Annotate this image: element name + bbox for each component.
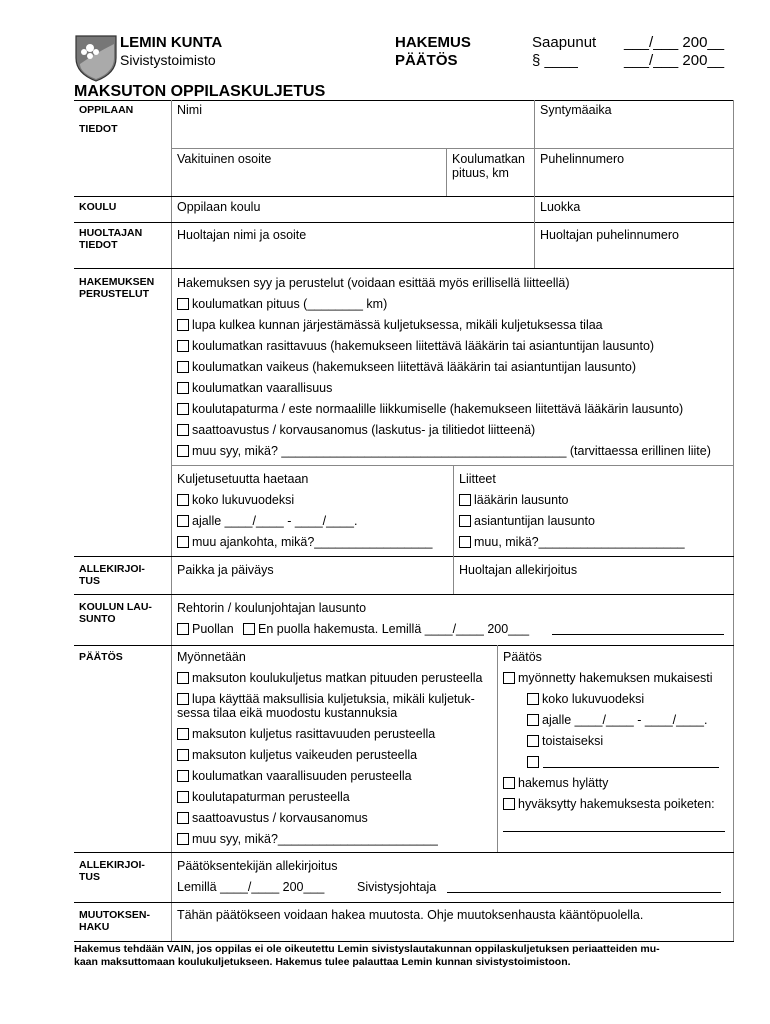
granted-heading: Myönnetään: [177, 650, 246, 664]
field-guardian-name-address[interactable]: Huoltajan nimi ja osoite: [177, 228, 307, 242]
school-statement-heading: Rehtorin / koulunjohtajan lausunto: [177, 601, 367, 615]
field-guardian-signature[interactable]: Huoltajan allekirjoitus: [459, 563, 578, 577]
section-label-guardian: HUOLTAJAN TIEDOT: [79, 227, 143, 251]
row-divider: [74, 556, 734, 557]
checkbox-granted-strain[interactable]: maksuton kuljetus rasittavuuden perusteella: [177, 727, 435, 742]
approved-other-line[interactable]: [543, 767, 719, 768]
table-right-border: [733, 100, 734, 942]
checkbox[interactable]: [177, 728, 189, 740]
row-divider: [74, 196, 734, 197]
appeal-text: Tähän päätökseen voidaan hakea muutosta. Ohje muutoksenhausta kääntöpuolella.: [177, 908, 644, 922]
checkbox[interactable]: [177, 536, 189, 548]
checkbox[interactable]: [527, 756, 539, 768]
checkbox-reason-strain[interactable]: koulumatkan rasittavuus (hakemukseen liitettävä lääkärin tai asiantuntijan lausunto): [177, 339, 654, 354]
checkbox[interactable]: [177, 298, 189, 310]
checkbox-reason-difficulty[interactable]: koulumatkan vaikeus (hakemukseen liitettävä lääkärin tai asiantuntijan lausunto): [177, 360, 636, 375]
checkbox[interactable]: [177, 791, 189, 803]
checkbox-granted-escort[interactable]: saattoavustus / korvausanomus: [177, 811, 368, 826]
checkbox[interactable]: [177, 382, 189, 394]
checkbox-approved-other[interactable]: [527, 755, 542, 770]
field-guardian-phone[interactable]: Huoltajan puhelinnumero: [540, 228, 679, 242]
checkbox[interactable]: [459, 515, 471, 527]
section-label-student: OPPILAAN TIEDOT: [79, 104, 134, 135]
attachments-divider: [453, 465, 454, 594]
section-number-label[interactable]: § ____: [532, 52, 578, 69]
checkbox[interactable]: [177, 403, 189, 415]
checkbox[interactable]: [503, 798, 515, 810]
checkbox[interactable]: [177, 623, 189, 635]
checkbox[interactable]: [177, 515, 189, 527]
inner-divider: [171, 148, 733, 149]
decision-signature-line[interactable]: [447, 892, 721, 893]
organization-department: Sivistystoimisto: [120, 52, 216, 68]
grounds-heading: Hakemuksen syy ja perustelut (voidaan esittää myös erillisellä liitteellä): [177, 276, 570, 290]
checkbox-granted-other[interactable]: muu syy, mikä?_______________________: [177, 832, 438, 847]
checkbox[interactable]: [177, 424, 189, 436]
checkbox[interactable]: [177, 672, 189, 684]
checkbox-transport-period[interactable]: ajalle ____/____ - ____/____.: [177, 514, 357, 529]
checkbox-granted-difficulty[interactable]: maksuton kuljetus vaikeuden perusteella: [177, 748, 417, 763]
decision-signer-title: Sivistysjohtaja: [357, 880, 437, 894]
checkbox-rejected[interactable]: hakemus hylätty: [503, 776, 608, 791]
doc-type-application: HAKEMUS: [395, 34, 471, 51]
checkbox[interactable]: [177, 693, 189, 705]
checkbox[interactable]: [503, 777, 515, 789]
decision-signature-date[interactable]: Lemillä ____/____ 200___: [177, 880, 325, 894]
attachments-heading: Liitteet: [459, 472, 496, 486]
checkbox-attachment-expert[interactable]: asiantuntijan lausunto: [459, 514, 595, 529]
checkbox[interactable]: [177, 319, 189, 331]
checkbox-granted-paid-transport[interactable]: lupa käyttää maksullisia kuljetuksia, mikäli kuljetuk-sessa tilaa eikä muodostu kustannuksia: [177, 692, 475, 720]
doc-type-decision: PÄÄTÖS: [395, 52, 458, 69]
checkbox[interactable]: [177, 770, 189, 782]
checkbox-reason-danger[interactable]: koulumatkan vaarallisuus: [177, 381, 332, 396]
row-divider: [74, 645, 734, 646]
checkbox-reason-accident[interactable]: koulutapaturma / este normaalille liikkumiselle (hakemukseen liitettävä lääkärin lausunto): [177, 402, 683, 417]
checkbox-transport-full-year[interactable]: koko lukuvuodeksi: [177, 493, 294, 508]
received-label: Saapunut: [532, 34, 597, 51]
checkbox-reason-permission[interactable]: lupa kulkea kunnan järjestämässä kuljetuksessa, mikäli kuljetuksessa tilaa: [177, 318, 603, 333]
decision-divider: [497, 645, 498, 852]
deviation-line[interactable]: [503, 831, 725, 832]
checkbox-transport-other[interactable]: muu ajankohta, mikä?_________________: [177, 535, 432, 550]
checkbox-approved-full-year[interactable]: koko lukuvuodeksi: [527, 692, 644, 707]
section-label-decision: PÄÄTÖS: [79, 651, 123, 663]
checkbox-reason-distance[interactable]: koulumatkan pituus (________ km): [177, 297, 387, 312]
principal-signature-line[interactable]: [552, 634, 724, 635]
section-label-school-statement: KOULUN LAU- SUNTO: [79, 601, 152, 625]
checkbox-granted-distance[interactable]: maksuton koulukuljetus matkan pituuden perusteella: [177, 671, 482, 686]
decision-signature-heading: Päätöksentekijän allekirjoitus: [177, 859, 338, 873]
row-divider: [74, 902, 734, 903]
checkbox-attachment-other[interactable]: muu, mikä?_____________________: [459, 535, 685, 550]
checkbox-deviation[interactable]: hyväksytty hakemuksesta poiketen:: [503, 797, 715, 812]
checkbox[interactable]: [503, 672, 515, 684]
checkbox[interactable]: [177, 749, 189, 761]
section-label-decision-signature: ALLEKIRJOI- TUS: [79, 859, 145, 883]
field-place-date[interactable]: Paikka ja päiväys: [177, 563, 274, 577]
row-divider: [74, 594, 734, 595]
checkbox[interactable]: [177, 494, 189, 506]
field-phone[interactable]: Puhelinnumero: [540, 152, 625, 166]
table-bottom-border: [74, 941, 734, 942]
checkbox-approved-period[interactable]: ajalle ____/____ - ____/____.: [527, 713, 707, 728]
field-address[interactable]: Vakituinen osoite: [177, 152, 272, 166]
row-divider: [74, 222, 734, 223]
distance-divider: [446, 148, 447, 196]
checkbox-granted-accident[interactable]: koulutapaturman perusteella: [177, 790, 350, 805]
checkbox[interactable]: [177, 812, 189, 824]
checkbox-support[interactable]: Puollan: [177, 622, 234, 637]
checkbox[interactable]: [527, 714, 539, 726]
checkbox[interactable]: [243, 623, 255, 635]
checkbox-approved-until-further[interactable]: toistaiseksi: [527, 734, 603, 749]
checkbox-reason-escort[interactable]: saattoavustus / korvausanomus (laskutus- ja tilitiedot liitteenä): [177, 423, 535, 438]
field-name[interactable]: Nimi: [177, 103, 202, 117]
transport-heading: Kuljetusetuutta haetaan: [177, 472, 309, 486]
checkbox-granted-danger[interactable]: koulumatkan vaarallisuuden perusteella: [177, 769, 412, 784]
form-title: MAKSUTON OPPILASKULJETUS: [74, 83, 326, 100]
checkbox-reason-other[interactable]: muu syy, mikä? _________________________________________ (tarvittaessa erillinen liite): [177, 444, 711, 459]
row-divider: [74, 852, 734, 853]
checkbox-not-support[interactable]: En puolla hakemusta. Lemillä ____/____ 200___: [243, 622, 529, 637]
checkbox[interactable]: [459, 494, 471, 506]
municipal-crest-logo: [74, 34, 118, 82]
checkbox[interactable]: [177, 445, 189, 457]
checkbox[interactable]: [177, 340, 189, 352]
section-label-signature: ALLEKIRJOI- TUS: [79, 563, 145, 587]
section-label-school: KOULU: [79, 201, 117, 213]
checkbox-approved[interactable]: myönnetty hakemuksen mukaisesti: [503, 671, 713, 686]
checkbox[interactable]: [177, 361, 189, 373]
footer-note: Hakemus tehdään VAIN, jos oppilas ei ole oikeutettu Lemin sivistyslautakunnan oppilaskuljetuksen periaatteiden mu- kaan maksuttomaan koulukuljetukseen. Hakemus tulee palauttaa Lemin kunnan sivistystoimistoon.: [74, 943, 660, 968]
row-divider: [74, 268, 734, 269]
checkbox-attachment-doctor[interactable]: lääkärin lausunto: [459, 493, 569, 508]
section-label-appeal: MUUTOKSEN- HAKU: [79, 909, 150, 933]
checkbox[interactable]: [527, 693, 539, 705]
grade-divider: [534, 196, 535, 268]
decision-heading: Päätös: [503, 650, 542, 664]
checkbox[interactable]: [459, 536, 471, 548]
field-birthdate[interactable]: Syntymäaika: [540, 103, 612, 117]
section-date[interactable]: ___/___ 200__: [624, 52, 725, 69]
inner-divider: [171, 465, 733, 466]
field-grade[interactable]: Luokka: [540, 200, 581, 214]
received-date[interactable]: ___/___ 200__: [624, 34, 725, 51]
checkbox[interactable]: [527, 735, 539, 747]
birthdate-divider: [534, 100, 535, 196]
label-column-divider: [171, 100, 172, 942]
field-distance[interactable]: Koulumatkan pituus, km: [452, 152, 525, 180]
section-label-grounds: HAKEMUKSEN PERUSTELUT: [79, 276, 155, 300]
table-top-border: [74, 100, 734, 101]
organization-name: LEMIN KUNTA: [120, 34, 223, 51]
field-school[interactable]: Oppilaan koulu: [177, 200, 261, 214]
checkbox[interactable]: [177, 833, 189, 845]
